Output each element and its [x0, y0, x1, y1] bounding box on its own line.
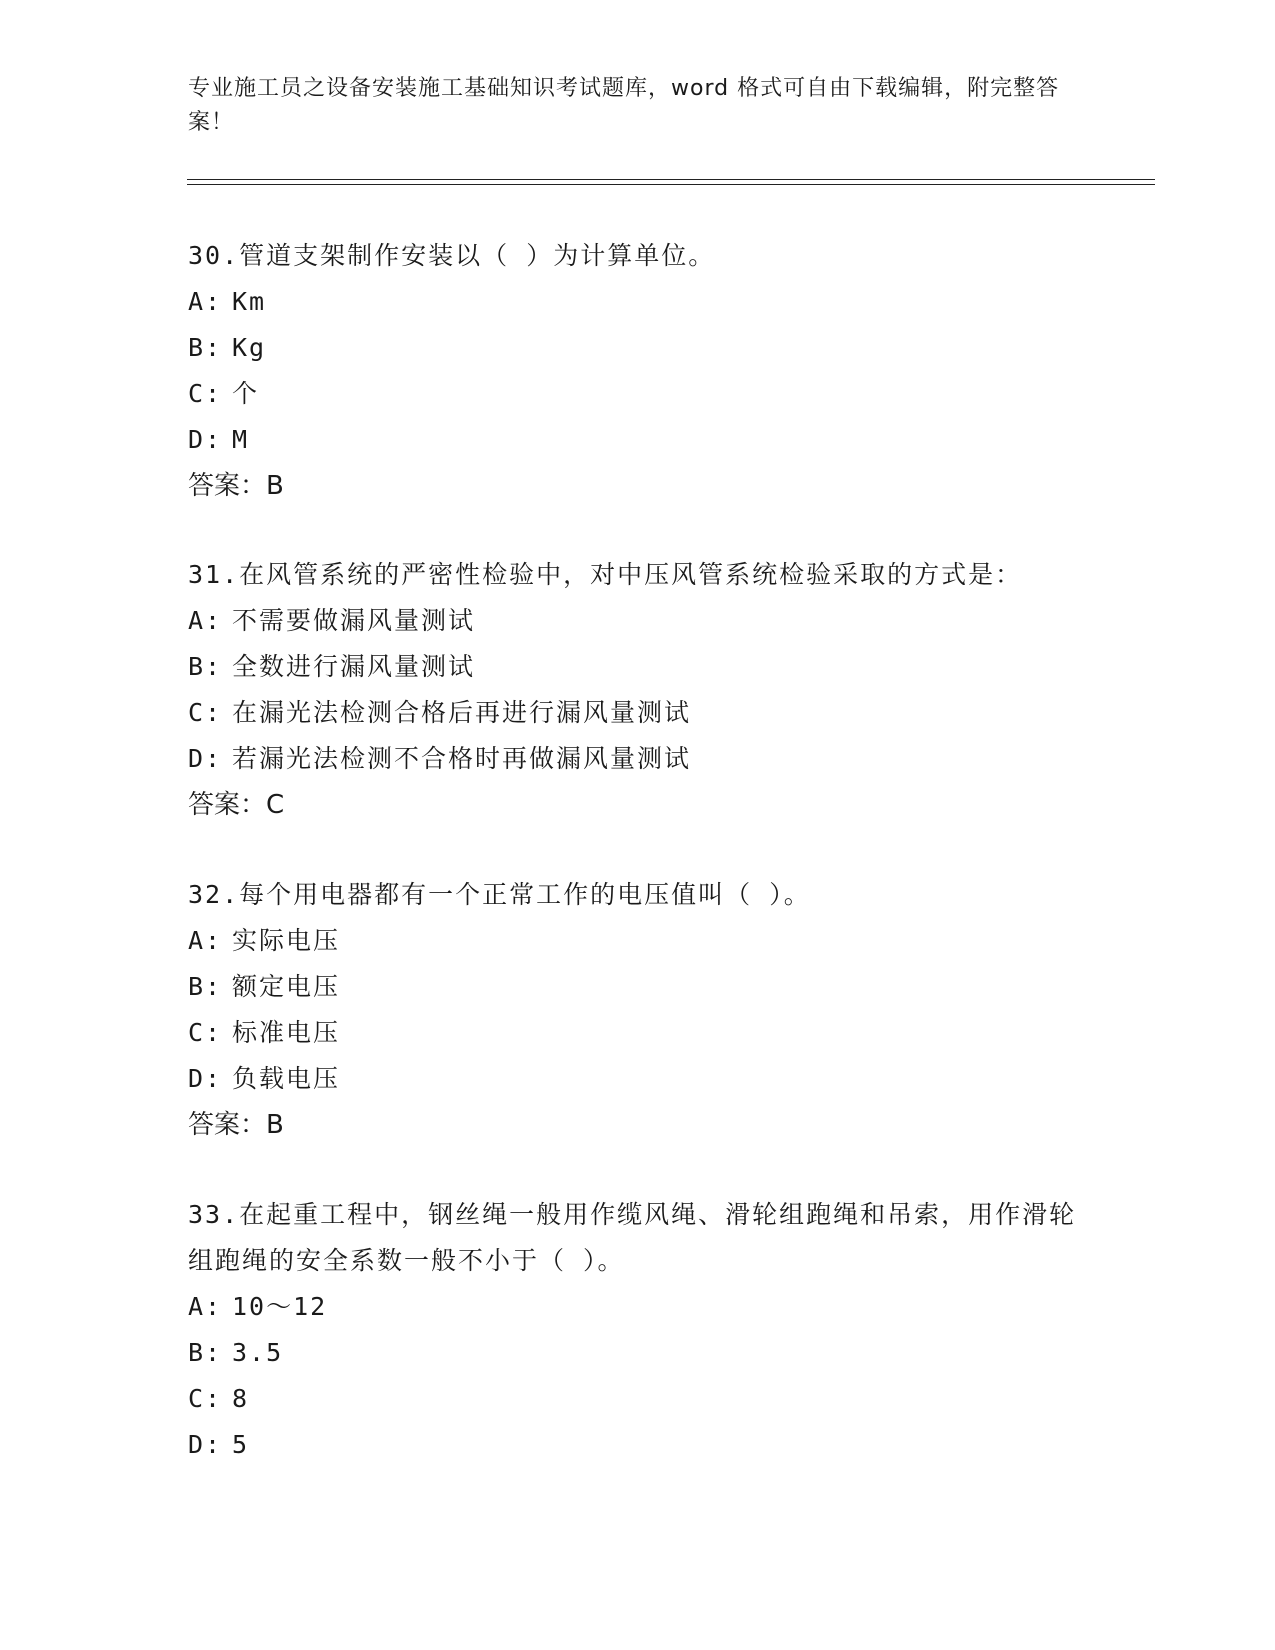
option-a — [188, 1284, 1088, 1330]
option-label: D: — [188, 744, 223, 773]
answer-line: 答案：B — [188, 1110, 284, 1140]
option-b — [188, 964, 1088, 1010]
option-label: D: — [188, 1064, 223, 1093]
option-label: D: — [188, 425, 223, 454]
option-text: 3.5 — [232, 1338, 284, 1367]
answer-line: 答案：C — [188, 790, 285, 820]
option-text: 在漏光法检测合格后再进行漏风量测试 — [232, 698, 692, 727]
option-label: A: — [188, 606, 223, 635]
document-header: 专业施工员之设备安装施工基础知识考试题库，word 格式可自由下载编辑，附完整答案！ — [188, 76, 1060, 135]
option-c — [188, 1010, 1088, 1056]
header-divider-top — [187, 179, 1155, 180]
question-stem: 33.在起重工程中，钢丝绳一般用作缆风绳、滑轮组跑绳和吊索，用作滑轮组跑绳的安全系数一般不小于（ ）。 — [188, 1200, 1077, 1275]
option-label: C: — [188, 1384, 223, 1413]
option-b — [188, 644, 1088, 690]
option-label: B: — [188, 972, 223, 1001]
option-text: 额定电压 — [232, 972, 341, 1001]
option-label: A: — [188, 1292, 223, 1321]
option-c — [188, 690, 1088, 736]
question-30 — [188, 233, 1088, 509]
option-text: 个 — [232, 379, 260, 408]
option-a — [188, 918, 1088, 964]
option-text: 全数进行漏风量测试 — [232, 652, 476, 681]
option-text: 10～12 — [232, 1292, 328, 1321]
option-text: 负载电压 — [232, 1064, 341, 1093]
option-label: B: — [188, 1338, 223, 1367]
option-d — [188, 736, 1088, 782]
question-stem: 32.每个用电器都有一个正常工作的电压值叫（ ）。 — [188, 880, 811, 909]
option-text: 标准电压 — [232, 1018, 341, 1047]
option-text: Km — [232, 287, 267, 316]
question-33 — [188, 1192, 1088, 1468]
option-text: M — [232, 425, 250, 454]
option-label: C: — [188, 698, 223, 727]
option-b — [188, 1330, 1088, 1376]
answer-line: 答案：B — [188, 471, 284, 501]
option-c — [188, 1376, 1088, 1422]
option-label: C: — [188, 1018, 223, 1047]
question-stem: 30.管道支架制作安装以（ ）为计算单位。 — [188, 241, 716, 270]
option-label: C: — [188, 379, 223, 408]
option-label: A: — [188, 287, 223, 316]
option-a — [188, 279, 1088, 325]
option-d — [188, 1056, 1088, 1102]
option-text: 实际电压 — [232, 926, 341, 955]
option-b — [188, 325, 1088, 371]
question-stem: 31.在风管系统的严密性检验中，对中压风管系统检验采取的方式是： — [188, 560, 1023, 589]
option-label: B: — [188, 333, 223, 362]
option-label: D: — [188, 1430, 223, 1459]
header-divider-bottom — [187, 184, 1155, 185]
option-c — [188, 371, 1088, 417]
option-d — [188, 1422, 1088, 1468]
option-text: 不需要做漏风量测试 — [232, 606, 476, 635]
question-31 — [188, 552, 1088, 828]
option-d — [188, 417, 1088, 463]
option-label: A: — [188, 926, 223, 955]
option-text: 8 — [232, 1384, 250, 1413]
option-text: 5 — [232, 1430, 250, 1459]
option-a — [188, 598, 1088, 644]
option-text: Kg — [232, 333, 267, 362]
option-label: B: — [188, 652, 223, 681]
option-text: 若漏光法检测不合格时再做漏风量测试 — [232, 744, 692, 773]
question-32 — [188, 872, 1088, 1148]
